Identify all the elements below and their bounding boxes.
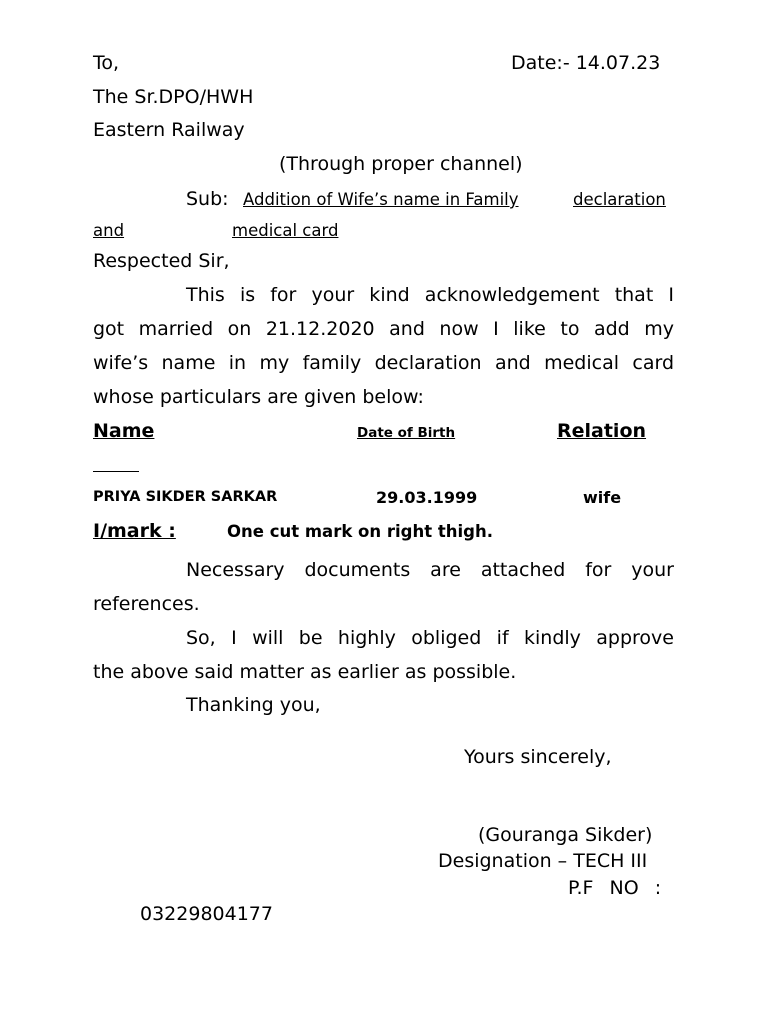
sender-name: (Gouranga Sikder) — [478, 824, 653, 846]
row-relation: wife — [583, 488, 622, 507]
channel-note: (Through proper channel) — [279, 153, 523, 175]
pf-number: 03229804177 — [140, 903, 273, 925]
divider — [93, 471, 139, 472]
header-name: Name — [93, 420, 155, 442]
subject-label: Sub: — [186, 188, 229, 210]
documents-line: references. — [93, 593, 200, 615]
request-line: So, I will be highly obliged if kindly approve — [186, 627, 674, 649]
pf-label: P.F NO : — [568, 877, 662, 899]
letter-date: Date:- 14.07.23 — [511, 52, 661, 74]
subject-text-part2: declaration — [573, 190, 666, 209]
organization: Eastern Railway — [93, 119, 245, 141]
subject-text-part4: medical card — [232, 221, 339, 240]
request-line: the above said matter as earlier as possible. — [93, 661, 517, 683]
subject-text-part3: and — [93, 221, 125, 240]
to-label: To, — [93, 52, 120, 74]
header-relation: Relation — [557, 420, 647, 442]
documents-line: Necessary documents are attached for your — [186, 559, 674, 581]
subject-text-part1: Addition of Wife’s name in Family — [243, 190, 519, 209]
sender-designation: Designation – TECH III — [438, 850, 648, 872]
identification-mark-label: I/mark : — [93, 520, 176, 542]
body-line: whose particulars are given below: — [93, 386, 424, 408]
header-dob: Date of Birth — [357, 425, 456, 441]
row-name: PRIYA SIKDER SARKAR — [93, 489, 278, 505]
row-dob: 29.03.1999 — [376, 488, 478, 507]
addressee: The Sr.DPO/HWH — [93, 86, 254, 108]
thanking-line: Thanking you, — [186, 694, 321, 716]
salutation: Respected Sir, — [93, 250, 230, 272]
identification-mark-text: One cut mark on right thigh. — [227, 522, 493, 541]
closing: Yours sincerely, — [464, 746, 612, 768]
body-line: got married on 21.12.2020 and now I like to add my — [93, 318, 674, 340]
body-line: wife’s name in my family declaration and medical card — [93, 352, 674, 374]
body-line: This is for your kind acknowledgement that I — [186, 284, 674, 306]
